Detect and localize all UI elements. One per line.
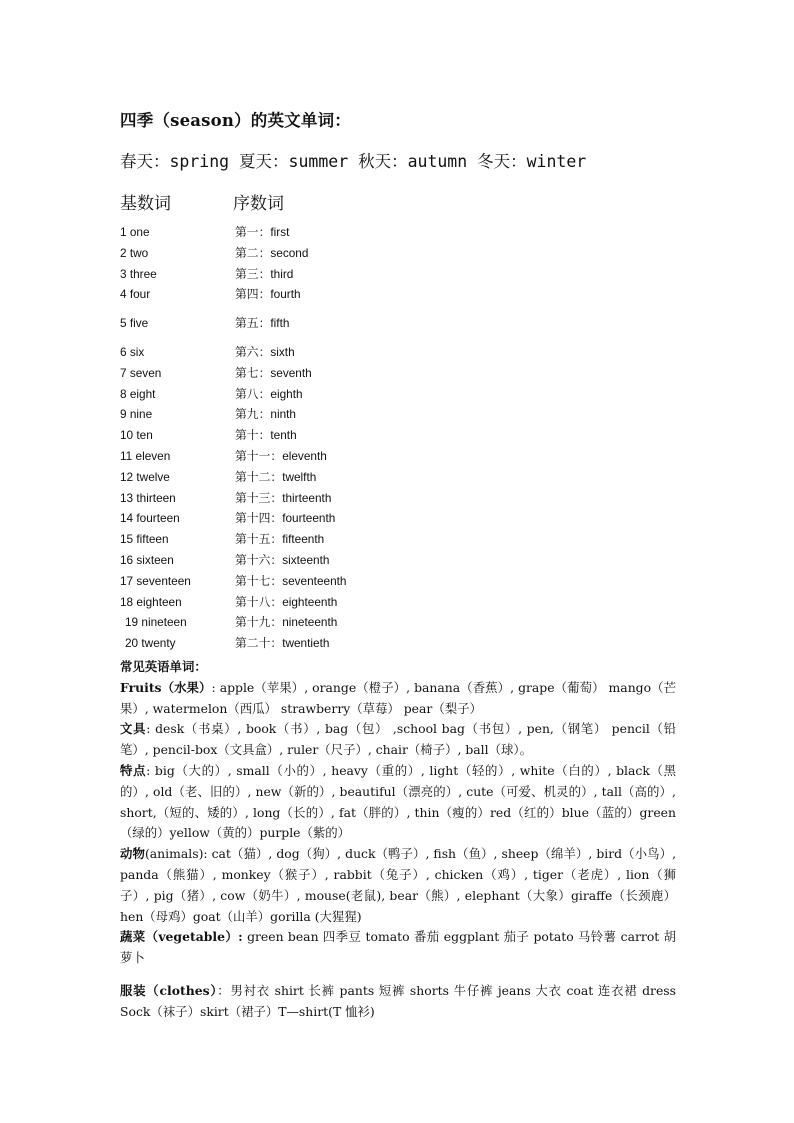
ordinal-number: 第十九：nineteenth <box>235 615 338 630</box>
clothes-label: 服装（clothes） <box>120 982 218 998</box>
fruits-text: : apple（苹果）, orange（橙子）, banana（香蕉）, grape（葡萄） mango（芒果）, watermelon（西瓜） strawberry（草莓） pear（梨子） <box>120 679 677 716</box>
ordinal-number: 第二：second <box>235 245 309 260</box>
ordinal-number: 第五：fifth <box>235 316 290 331</box>
seasons-line: 春天：spring 夏天：summer 秋天：autumn 冬天：winter <box>120 152 587 171</box>
cardinal-number: 9 nine <box>120 407 153 422</box>
animals-text: (animals): cat（猫）, dog（狗）, duck（鸭子）, fish（鱼）, sheep（绵羊）, bird（小鸟）, panda（熊猫）, monkey（猴子）, rabbit（兔子）, chicken（鸡）, tiger（老虎）, lion（狮子）, pig（猪）, cow（奶牛）, mouse(老鼠), bear（熊）, elephant（大象）giraffe（长颈鹿）hen（母鸡）goat（山羊）gorilla (大猩猩) <box>120 846 677 924</box>
stationery-text: : desk（书桌）, book（书）, bag（包） ,school bag（书包）, pen,（钢笔） pencil（铅笔）, pencil-box（文具盒）, ruler（尺子）, chair（椅子）, ball（球）。 <box>120 721 677 758</box>
cardinal-number: 5 five <box>120 316 149 331</box>
paragraph-gap <box>120 969 676 981</box>
clothes-text: ：男衬衣 shirt 长裤 pants 短裤 shorts 牛仔裤 jeans 大衣 coat 连衣裙 dress Sock（袜子）skirt（裙子）T—shirt(T 恤衫) <box>120 982 676 1019</box>
cardinal-number: 11 eleven <box>120 448 171 463</box>
ordinal-number: 第十六：sixteenth <box>235 552 330 567</box>
traits-text: : big（大的）, small（小的）, heavy（重的）, light（轻的）, white（白的）, black（黑的）, old（老、旧的）, new（新的）, beautiful（漂亮的）, cute（可爱、机灵的）, tall（高的）, short,（短的、矮的）, long（长的）, fat（胖的）, thin（瘦的）red（红的）blue（蓝的）green（绿的）yellow（黄的）purple（紫的） <box>120 762 676 841</box>
ordinal-number: 第六：sixth <box>235 344 295 359</box>
animals-label: 动物 <box>120 846 145 862</box>
cardinal-number: 2 two <box>120 245 149 260</box>
animals-paragraph <box>120 844 676 927</box>
ordinal-header: 序数词 <box>233 194 284 213</box>
cardinal-number: 14 fourteen <box>120 511 180 526</box>
cardinal-number: 10 ten <box>120 428 153 443</box>
cardinal-number: 19 nineteen <box>125 615 187 630</box>
cardinal-number: 15 fifteen <box>120 532 169 547</box>
ordinal-number: 第十二：twelfth <box>235 469 317 484</box>
page-title: 四季（season）的英文单词： <box>120 111 351 130</box>
ordinal-number: 第十七：seventeenth <box>235 573 347 588</box>
ordinal-number: 第十三：thirteenth <box>235 490 332 505</box>
cardinal-number: 4 four <box>120 287 151 302</box>
ordinal-number: 第十：tenth <box>235 428 297 443</box>
ordinal-number: 第一：first <box>235 225 290 239</box>
ordinal-number: 第四：fourth <box>235 287 301 302</box>
vegetable-label: 蔬菜（vegetable）: <box>120 929 243 945</box>
ordinal-number: 第八：eighth <box>235 386 303 401</box>
stationery-paragraph <box>120 719 676 761</box>
ordinal-number: 第十四：fourteenth <box>235 511 336 526</box>
ordinal-number: 第九：ninth <box>235 407 296 422</box>
fruits-paragraph <box>120 678 676 720</box>
traits-label: 特点 <box>120 762 147 778</box>
cardinal-number: 6 six <box>120 344 145 359</box>
ordinal-number: 第十八：eighteenth <box>235 594 338 609</box>
stationery-label: 文具 <box>120 721 147 737</box>
vocab-heading: 常见英语单词： <box>120 660 207 674</box>
cardinal-number: 13 thirteen <box>120 490 176 505</box>
ordinal-number: 第二十：twentieth <box>235 636 330 651</box>
ordinal-number: 第十一：eleventh <box>235 448 327 463</box>
vegetable-paragraph <box>120 927 676 969</box>
cardinal-number: 17 seventeen <box>120 573 191 588</box>
number-headers <box>120 189 284 214</box>
cardinal-number: 12 twelve <box>120 469 170 484</box>
cardinal-number: 18 eighteen <box>120 594 182 609</box>
vocab-section <box>120 657 676 1023</box>
ordinal-number: 第七：seventh <box>235 365 312 380</box>
cardinal-number: 7 seven <box>120 365 162 380</box>
traits-paragraph <box>120 761 676 844</box>
fruits-label: Fruits（水果） <box>120 679 212 695</box>
cardinal-number: 1 one <box>120 225 150 239</box>
cardinal-header: 基数词 <box>120 194 171 213</box>
cardinal-number: 16 sixteen <box>120 552 174 567</box>
clothes-paragraph <box>120 981 676 1023</box>
ordinal-number: 第三：third <box>235 266 294 281</box>
vegetable-text: green bean 四季豆 tomato 番茄 eggplant 茄子 potato 马铃薯 carrot 胡萝卜 <box>120 929 677 966</box>
cardinal-number: 20 twenty <box>125 636 176 651</box>
cardinal-number: 8 eight <box>120 386 156 401</box>
ordinal-number: 第十五：fifteenth <box>235 532 325 547</box>
cardinal-number: 3 three <box>120 266 157 281</box>
